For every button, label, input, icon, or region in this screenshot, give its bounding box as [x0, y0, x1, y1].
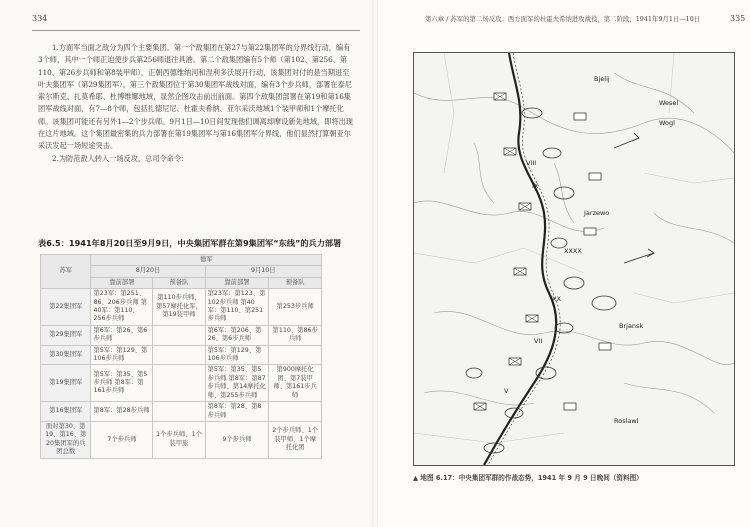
road-line	[634, 293, 734, 303]
deployment-table	[40, 254, 322, 459]
table-row	[41, 402, 322, 422]
cell: 第23军：第123、第102步兵师 第40军：第110、第251步兵师	[205, 289, 269, 326]
table-row	[41, 289, 322, 326]
map-drawing	[414, 53, 734, 465]
river-line	[654, 213, 734, 243]
book-gutter	[372, 0, 378, 527]
cell: 2个步兵师、1个装甲师、1个摩托化团	[269, 421, 322, 458]
page-number-left: 334	[32, 14, 48, 23]
cell: 第900摩托化团、第7装甲师、第161步兵师	[269, 365, 322, 402]
attack-arrow-head	[632, 133, 639, 141]
unit-marker	[592, 296, 616, 310]
header-reserve-2: 预备队	[269, 277, 322, 288]
table-row	[41, 325, 322, 345]
river-line	[414, 201, 604, 231]
army-cell: 第19集团军	[41, 365, 91, 402]
unit-symbol	[599, 343, 611, 350]
unit-marker	[466, 368, 482, 378]
map-label: Roslawl	[614, 417, 639, 425]
river-line	[614, 73, 694, 113]
unit-symbol	[589, 173, 601, 180]
header-rule	[32, 30, 360, 31]
table-row	[41, 345, 322, 365]
situation-map	[413, 52, 735, 466]
army-cell: 第22集团军	[41, 289, 91, 326]
map-label: XX	[552, 295, 561, 303]
cell: 第6军：第26、第6步兵师	[91, 325, 153, 345]
army-cell: 面对第30、第19、第16、第20集团军的兵团总数	[41, 421, 91, 458]
header-front-1: 靠前部署	[91, 277, 153, 288]
cell	[153, 402, 205, 422]
road-line	[444, 53, 454, 173]
river-line	[414, 93, 734, 153]
map-label: VIII	[526, 159, 537, 167]
cell: 9个步兵师	[205, 421, 269, 458]
cell: 第253步兵师	[269, 289, 322, 326]
road-line	[414, 248, 584, 273]
army-cell: 第29集团军	[41, 325, 91, 345]
unit-marker	[543, 148, 561, 158]
map-label: V	[504, 387, 509, 395]
map-label: XXXX	[564, 247, 582, 255]
unit-marker	[554, 187, 574, 199]
front-line	[484, 53, 556, 465]
header-front-2: 靠前部署	[205, 277, 269, 288]
table-title: 表6.5：1941年8月20日至9月9日，中央集团军群在第9集团军“东线”的兵力部署	[38, 238, 342, 248]
cell: 第23军：第251、86、206步兵师 第40军：第110、256步兵师	[91, 289, 153, 326]
paragraph-1: 1.方面军当面之敌分为四个主要集团。第一个敌集团在第27与第22集团军的分界线行动，编有3个师，其中一个师正迫使步兵第256师退往具港。第二个敌集团编有5个师（第102、第256、第110、第26步兵师和第8装甲师），正朝西德维纳河和涅利多沃展开行动，该集团对付的是当期进至叶夫集团军（第29集团军）。第三个敌集团位于第30集团军战线对面，编有3个步兵师，部署在泰尼索尔斯克、扎莫希耶、杜博维娜地域，显然企图攻击前出前面。第四个敌集团部署在第19和第16集团军战线对面，有7—8个师，包括扎德尼尼、杜霍夫希纳、亚尔采沃地域1个装甲师和1个摩托化师。该集团可能还有另外1—2个步兵师。9月1日—10日间发现他们调离却摩设新先地域，即将出现在这片地域。这个集团最密集的兵力部署在第19集团军与第16集团军分界线，他们显然打算朝亚尔采沃发起一场短途突击。	[38, 43, 353, 151]
cell: 7个步兵师	[91, 421, 153, 458]
river-line	[554, 163, 574, 223]
cell	[269, 402, 322, 422]
map-label: Jarzewo	[584, 209, 610, 217]
map-label: IX	[532, 182, 539, 190]
attack-arrow	[624, 253, 654, 263]
river-line	[474, 143, 494, 203]
cell: 第6军：第206、第26、第6步兵师	[205, 325, 269, 345]
army-cell: 第16集团军	[41, 402, 91, 422]
cell	[153, 325, 205, 345]
map-label: Bjelij	[594, 75, 610, 83]
road-line	[414, 433, 564, 443]
table-row	[41, 365, 322, 402]
header-date1: 8月20日	[91, 266, 205, 277]
body-text	[38, 42, 354, 165]
cell: 第5军：第35、第5步兵师 第8军：第87步兵师、第14摩托化师、第255步兵师	[205, 365, 269, 402]
cell: 1个步兵师、1个装甲旅	[153, 421, 205, 458]
header-date2: 9月10日	[205, 266, 321, 277]
cell: 第5军：第129、第106步兵师	[91, 345, 153, 365]
cell	[153, 365, 205, 402]
map-label: Brjansk	[619, 322, 644, 330]
cell: 第5军：第35、第5步兵师 第8军：第161步兵师	[91, 365, 153, 402]
army-cell: 第30集团军	[41, 345, 91, 365]
cell	[153, 345, 205, 365]
table-row	[41, 421, 322, 458]
unit-symbol	[584, 228, 596, 235]
running-header: 第六章 / 苏军的第二场反攻：西方面军的杜霍夫希纳进攻战役，第二阶段，1941年9月1日—10日	[425, 15, 701, 23]
cell	[269, 345, 322, 365]
header-german: 德军	[91, 255, 322, 266]
cell: 第8军：第28、第8步兵师	[205, 402, 269, 422]
river-line	[624, 383, 714, 413]
cell: 第8军：第28步兵师	[91, 402, 153, 422]
header-reserve-1: 预备队	[153, 277, 205, 288]
river-line	[434, 311, 734, 364]
unit-symbol	[574, 113, 586, 120]
page-number-right: 335	[730, 14, 746, 23]
map-label: VII	[534, 337, 543, 345]
cell: 第110步兵师，第57摩托化军，第19装甲师	[153, 289, 205, 326]
road-line	[644, 173, 734, 183]
header-soviet: 苏军	[41, 255, 91, 289]
map-label: Wogl	[659, 119, 675, 127]
unit-marker	[555, 323, 573, 333]
map-caption: ▲ 地图 6.17：中央集团军群的作战态势，1941 年 9 月 9 日晚间（资料图）	[413, 474, 643, 482]
paragraph-2: 2.为防范敌人转入一场反攻，总司令命令：	[52, 153, 189, 163]
unit-symbol	[564, 403, 576, 410]
cell: 第5军：第129、第106步兵师	[205, 345, 269, 365]
map-label: Wesel	[659, 99, 679, 107]
cell: 第110、第86步兵师	[269, 325, 322, 345]
unit-marker	[564, 277, 584, 289]
